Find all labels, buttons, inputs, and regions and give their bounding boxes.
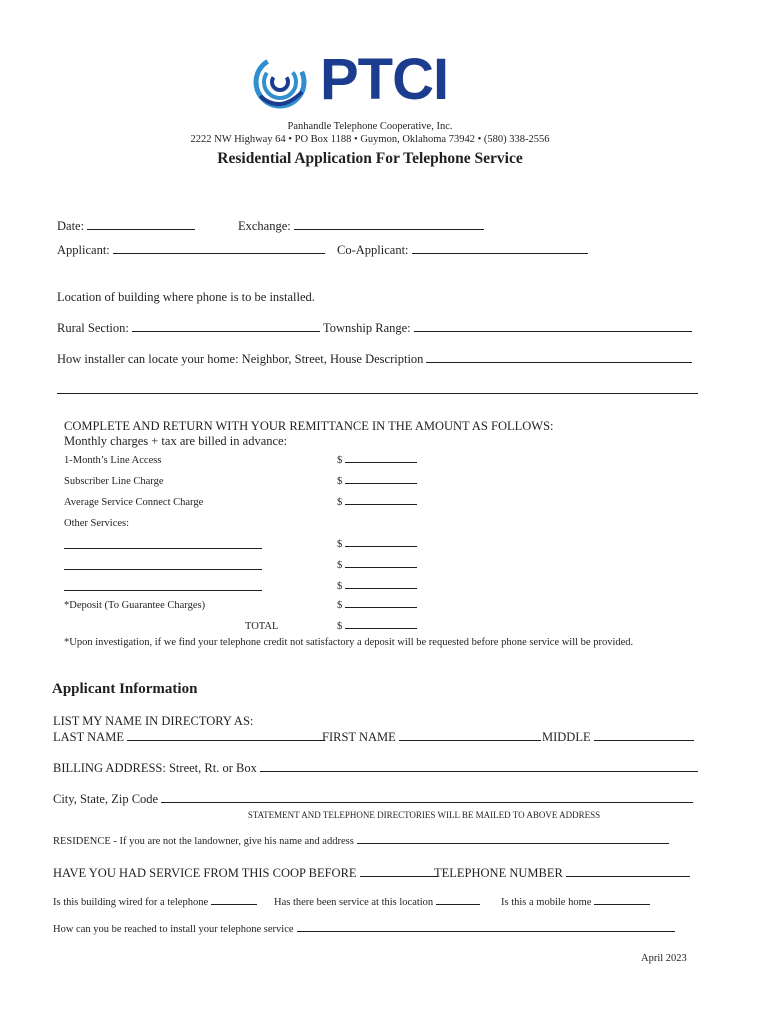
dollar-sign: $ <box>337 455 343 466</box>
dollar-sign: $ <box>337 581 343 592</box>
logo-wordmark: PTCI <box>320 47 449 112</box>
other-service-line-3[interactable] <box>64 590 262 591</box>
billing-address-label: BILLING ADDRESS: Street, Rt. or Box <box>53 761 257 775</box>
org-name: Panhandle Telephone Cooperative, Inc. <box>287 121 453 132</box>
mailing-note: STATEMENT AND TELEPHONE DIRECTORIES WILL BE MAILED TO ABOVE ADDRESS <box>247 810 601 820</box>
township-range-label: Township Range: <box>323 321 411 335</box>
remittance-heading: COMPLETE AND RETURN WITH YOUR REMITTANCE IN THE AMOUNT AS FOLLOWS: <box>64 419 554 433</box>
residence-field[interactable] <box>53 836 669 847</box>
middle-name-label: MIDDLE <box>542 730 591 744</box>
org-address: 2222 NW Highway 64 • PO Box 1188 • Guymon, Oklahoma 73942 • (580) 338-2556 <box>190 134 550 145</box>
installer-locate-line-2[interactable] <box>57 393 698 394</box>
installer-locate-field[interactable] <box>57 352 692 367</box>
been-service-label: Has there been service at this location <box>274 897 434 908</box>
total-amount-field[interactable] <box>337 621 417 632</box>
ptci-logo <box>250 47 460 112</box>
first-name-label: FIRST NAME <box>322 730 396 744</box>
last-name-label: LAST NAME <box>53 730 124 744</box>
other-service-line-2[interactable] <box>64 569 262 570</box>
wired-label: Is this building wired for a telephone <box>53 897 209 908</box>
charge-line-access: 1-Month’s Line Access <box>64 455 162 466</box>
township-range-field[interactable] <box>323 321 692 336</box>
dollar-sign: $ <box>337 539 343 550</box>
rural-section-field[interactable] <box>57 321 320 336</box>
been-service-field[interactable] <box>274 897 480 908</box>
dollar-sign: $ <box>337 497 343 508</box>
billing-address-field[interactable] <box>53 761 698 776</box>
other-service-line-1[interactable] <box>64 548 262 549</box>
reached-label: How can you be reached to install your telephone service <box>53 924 294 935</box>
applicant-field[interactable] <box>57 243 325 258</box>
middle-name-field[interactable] <box>542 730 694 745</box>
deposit-label: *Deposit (To Guarantee Charges) <box>64 600 206 611</box>
date-label: Date: <box>57 219 85 233</box>
city-state-zip-label: City, State, Zip Code <box>53 792 159 806</box>
charge-service-connect: Average Service Connect Charge <box>64 497 204 508</box>
billed-advance-note: Monthly charges + tax are billed in advance: <box>64 434 288 448</box>
had-service-field[interactable] <box>53 866 438 881</box>
mobile-home-field[interactable] <box>501 897 650 908</box>
co-applicant-field[interactable] <box>337 243 588 258</box>
mobile-home-label: Is this a mobile home <box>501 897 592 908</box>
list-name-label: LIST MY NAME IN DIRECTORY AS: <box>53 714 254 728</box>
wired-field[interactable] <box>53 897 257 908</box>
telephone-number-label: TELEPHONE NUMBER <box>434 866 563 880</box>
dollar-sign: $ <box>337 621 343 632</box>
applicant-info-heading: Applicant Information <box>52 681 198 697</box>
form-revision-date: April 2023 <box>641 953 687 964</box>
amount-field[interactable] <box>337 539 417 550</box>
first-name-field[interactable] <box>322 730 541 745</box>
total-label: TOTAL <box>245 621 279 632</box>
last-name-field[interactable] <box>53 730 325 745</box>
reached-field[interactable] <box>53 924 675 935</box>
had-service-label: HAVE YOU HAD SERVICE FROM THIS COOP BEFORE <box>53 866 357 880</box>
ptci-swirl-icon <box>250 52 316 112</box>
amount-field[interactable] <box>337 455 417 466</box>
rural-section-label: Rural Section: <box>57 321 129 335</box>
amount-field[interactable] <box>337 560 417 571</box>
city-state-zip-field[interactable] <box>53 792 693 807</box>
deposit-note: *Upon investigation, if we find your telephone credit not satisfactory a deposit will be requested before phone service will be provided. <box>64 637 634 648</box>
amount-field[interactable] <box>337 581 417 592</box>
exchange-field[interactable] <box>238 219 484 234</box>
dollar-sign: $ <box>337 560 343 571</box>
amount-field[interactable] <box>337 476 417 487</box>
form-title: Residential Application For Telephone Service <box>217 150 523 167</box>
amount-field[interactable] <box>337 497 417 508</box>
other-services-label: Other Services: <box>64 518 130 529</box>
date-field[interactable] <box>57 219 195 234</box>
dollar-sign: $ <box>337 600 343 611</box>
applicant-label: Applicant: <box>57 243 110 257</box>
residence-label: RESIDENCE - If you are not the landowner, give his name and address <box>53 836 354 847</box>
amount-field[interactable] <box>337 600 417 611</box>
location-heading: Location of building where phone is to be installed. <box>57 290 315 304</box>
exchange-label: Exchange: <box>238 219 291 233</box>
dollar-sign: $ <box>337 476 343 487</box>
charge-subscriber-line: Subscriber Line Charge <box>64 476 164 487</box>
installer-locate-label: How installer can locate your home: Neighbor, Street, House Description <box>57 352 424 366</box>
telephone-number-field[interactable] <box>434 866 690 881</box>
co-applicant-label: Co-Applicant: <box>337 243 409 257</box>
